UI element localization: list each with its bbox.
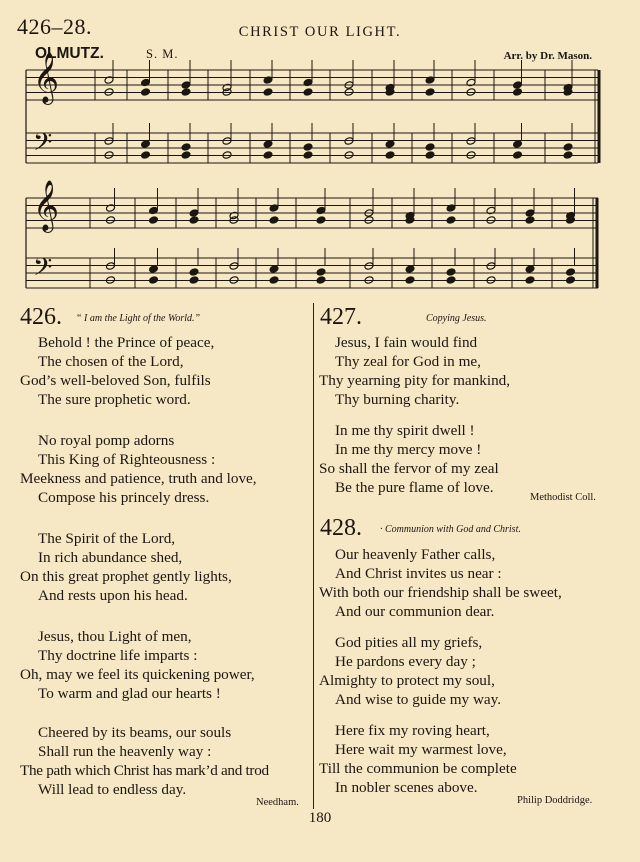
- h428-s3-l1: Here fix my roving heart,: [335, 722, 490, 739]
- h426-s2-l2: This King of Righteousness :: [38, 451, 216, 468]
- h427-s1-l4: Thy burning charity.: [335, 391, 460, 408]
- column-divider: [313, 303, 314, 809]
- h427-s1-l3: Thy yearning pity for mankind,: [319, 372, 511, 389]
- h426-s2-l4: Compose his princely dress.: [38, 489, 210, 506]
- h426-s2-l3: Meekness and patience, truth and love,: [20, 470, 257, 487]
- h426-s1-l2: The chosen of the Lord,: [38, 353, 184, 370]
- hymn-427-number: 427.: [320, 304, 362, 330]
- h426-s2-l1: No royal pomp adorns: [38, 432, 175, 449]
- h426-s1-l1: Behold ! the Prince of peace,: [38, 334, 215, 351]
- arranger-credit: Arr. by Dr. Mason.: [503, 50, 592, 62]
- h426-s5-l1: Cheered by its beams, our souls: [38, 724, 232, 741]
- h428-s3-l2: Here wait my warmest love,: [335, 741, 507, 758]
- page-number: 180: [308, 810, 332, 826]
- hymn-428-author: Philip Doddridge.: [517, 795, 593, 806]
- svg-text:𝄢: 𝄢: [33, 253, 53, 288]
- svg-text:𝄞: 𝄞: [33, 180, 60, 231]
- h426-s5-l4: Will lead to endless day.: [38, 781, 187, 798]
- h426-s3-l4: And rests upon his head.: [38, 587, 188, 604]
- tune-name: OLMUTZ.: [35, 45, 104, 62]
- hymn-427-subtitle: Copying Jesus.: [426, 313, 487, 324]
- hymn-428-subtitle: · Communion with God and Christ.: [380, 524, 521, 535]
- hymn-427-author: Methodist Coll.: [530, 492, 596, 503]
- h427-s2-l1: In me thy spirit dwell !: [335, 422, 475, 439]
- h428-s3-l3: Till the communion be complete: [319, 760, 517, 777]
- h428-s3-l4: In nobler scenes above.: [335, 779, 478, 796]
- hymn-426-subtitle: “ I am the Light of the World.”: [76, 313, 201, 324]
- h426-s4-l3: Oh, may we feel its quickening power,: [20, 666, 255, 683]
- h428-s2-l3: Almighty to protect my soul,: [319, 672, 495, 689]
- hymn-428-number: 428.: [320, 515, 362, 541]
- h426-s5-l2: Shall run the heavenly way :: [38, 743, 212, 760]
- h426-s3-l1: The Spirit of the Lord,: [38, 530, 176, 547]
- h428-s2-l4: And wise to guide my way.: [335, 691, 502, 708]
- h428-s2-l2: He pardons every day ;: [335, 653, 476, 670]
- h428-s1-l2: And Christ invites us near :: [335, 565, 502, 582]
- hymn-426-number: 426.: [20, 304, 62, 330]
- h426-s4-l2: Thy doctrine life imparts :: [38, 647, 198, 664]
- svg-text:𝄢: 𝄢: [33, 128, 53, 163]
- h426-s4-l4: To warm and glad our hearts !: [38, 685, 221, 702]
- h427-s1-l2: Thy zeal for God in me,: [335, 353, 481, 370]
- h426-s1-l4: The sure prophetic word.: [38, 391, 191, 408]
- svg-text:𝄞: 𝄞: [33, 52, 60, 103]
- h428-s2-l1: God pities all my griefs,: [335, 634, 483, 651]
- h427-s2-l4: Be the pure flame of love.: [335, 479, 494, 496]
- h428-s1-l4: And our communion dear.: [335, 603, 495, 620]
- h426-s1-l3: God’s well-beloved Son, fulfils: [20, 372, 211, 389]
- h427-s1-l1: Jesus, I fain would find: [335, 334, 478, 351]
- h428-s1-l3: With both our friendship shall be sweet,: [319, 584, 562, 601]
- page-title: CHRIST OUR LIGHT.: [238, 24, 402, 40]
- h426-s3-l2: In rich abundance shed,: [38, 549, 183, 566]
- h426-s4-l1: Jesus, thou Light of men,: [38, 628, 192, 645]
- h427-s2-l3: So shall the fervor of my zeal: [319, 460, 499, 477]
- hymn-range: 426–28.: [17, 14, 92, 39]
- h427-s2-l2: In me thy mercy move !: [335, 441, 482, 458]
- hymn-426-author: Needham.: [256, 797, 299, 808]
- music-score: [0, 0, 640, 300]
- h428-s1-l1: Our heavenly Father calls,: [335, 546, 496, 563]
- h426-s3-l3: On this great prophet gently lights,: [20, 568, 232, 585]
- h426-s5-l3: The path which Christ has mark’d and trod: [20, 762, 269, 779]
- tune-meter: S. M.: [146, 47, 179, 61]
